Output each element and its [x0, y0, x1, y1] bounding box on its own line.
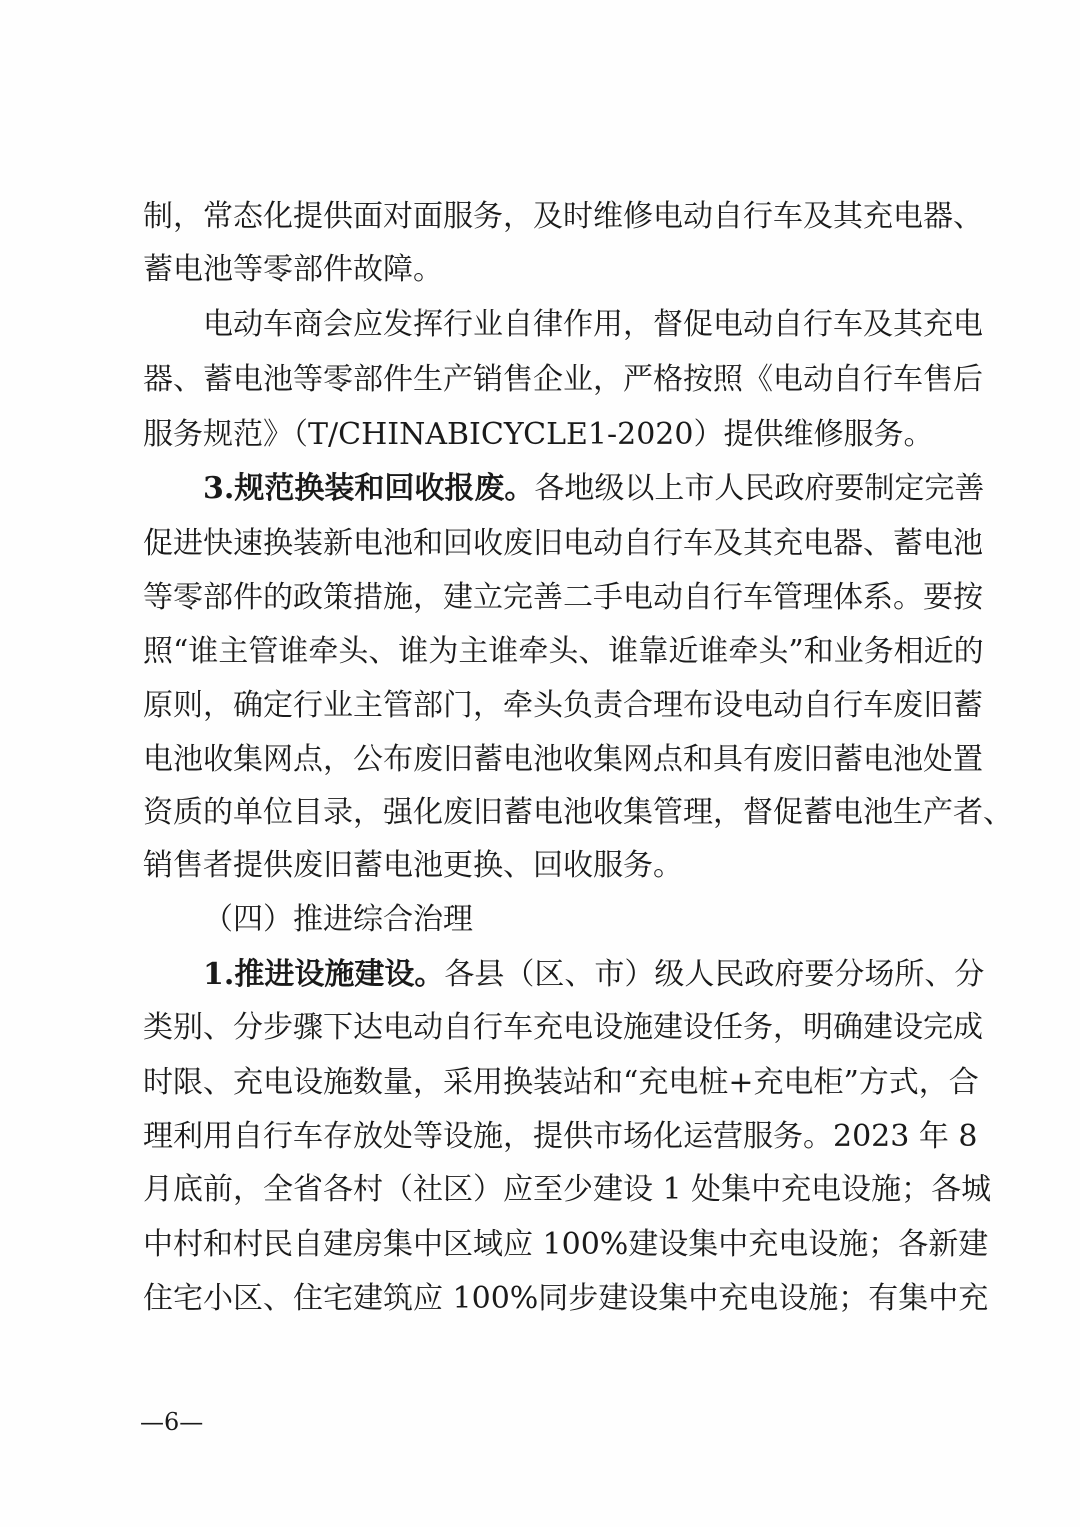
paragraph-2-line-2: 器、蓄电池等零部件生产销售企业，严格按照《电动自行车售后	[143, 362, 983, 397]
paragraph-5-line-3: 时限、充电设施数量，采用换装站和“充电桩+充电柜”方式，合	[143, 1065, 979, 1100]
paragraph-3-line-5: 原则，确定行业主管部门，牵头负责合理布设电动自行车废旧蓄	[143, 688, 983, 723]
page-number: —6—	[140, 1408, 204, 1436]
paragraph-3-line-7: 资质的单位目录，强化废旧蓄电池收集管理，督促蓄电池生产者、	[143, 795, 1013, 830]
paragraph-5-line-1-text: 各县（区、市）级人民政府要分场所、分	[444, 957, 985, 992]
section-heading-4: （四）推进综合治理	[203, 902, 473, 937]
paragraph-5-line-1	[203, 957, 985, 992]
paragraph-3-line-2: 促进快速换装新电池和回收废旧电动自行车及其充电器、蓄电池	[143, 526, 983, 561]
paragraph-3-line-3: 等零部件的政策措施，建立完善二手电动自行车管理体系。要按	[143, 580, 983, 615]
paragraph-5-line-4: 理利用自行车存放处等设施，提供市场化运营服务。2023 年 8	[143, 1119, 978, 1154]
paragraph-5-line-5: 月底前，全省各村（社区）应至少建设 1 处集中充电设施；各城	[143, 1172, 992, 1207]
paragraph-2-line-3: 服务规范》（T/CHINABICYCLE1-2020）提供维修服务。	[143, 417, 934, 452]
paragraph-1-line-1: 制，常态化提供面对面服务，及时维修电动自行车及其充电器、	[143, 199, 983, 234]
paragraph-5-line-7: 住宅小区、住宅建筑应 100%同步建设集中充电设施；有集中充	[143, 1281, 989, 1316]
section-heading-3: 3.规范换装和回收报废。	[203, 471, 535, 506]
paragraph-2-line-1: 电动车商会应发挥行业自律作用，督促电动自行车及其充电	[203, 307, 983, 342]
paragraph-3-line-8: 销售者提供废旧蓄电池更换、回收服务。	[143, 848, 683, 883]
paragraph-3-line-6: 电池收集网点，公布废旧蓄电池收集网点和具有废旧蓄电池处置	[143, 742, 983, 777]
paragraph-3-line-4: 照“谁主管谁牵头、谁为主谁牵头、谁靠近谁牵头”和业务相近的	[143, 634, 984, 669]
paragraph-1-line-2: 蓄电池等零部件故障。	[143, 252, 443, 287]
paragraph-5-line-6: 中村和村民自建房集中区域应 100%建设集中充电设施；各新建	[143, 1227, 989, 1262]
paragraph-5-line-2: 类别、分步骤下达电动自行车充电设施建设任务，明确建设完成	[143, 1010, 983, 1045]
section-heading-1: 1.推进设施建设。	[203, 957, 445, 992]
paragraph-3-line-1	[203, 471, 985, 506]
paragraph-3-line-1-text: 各地级以上市人民政府要制定完善	[534, 471, 985, 506]
